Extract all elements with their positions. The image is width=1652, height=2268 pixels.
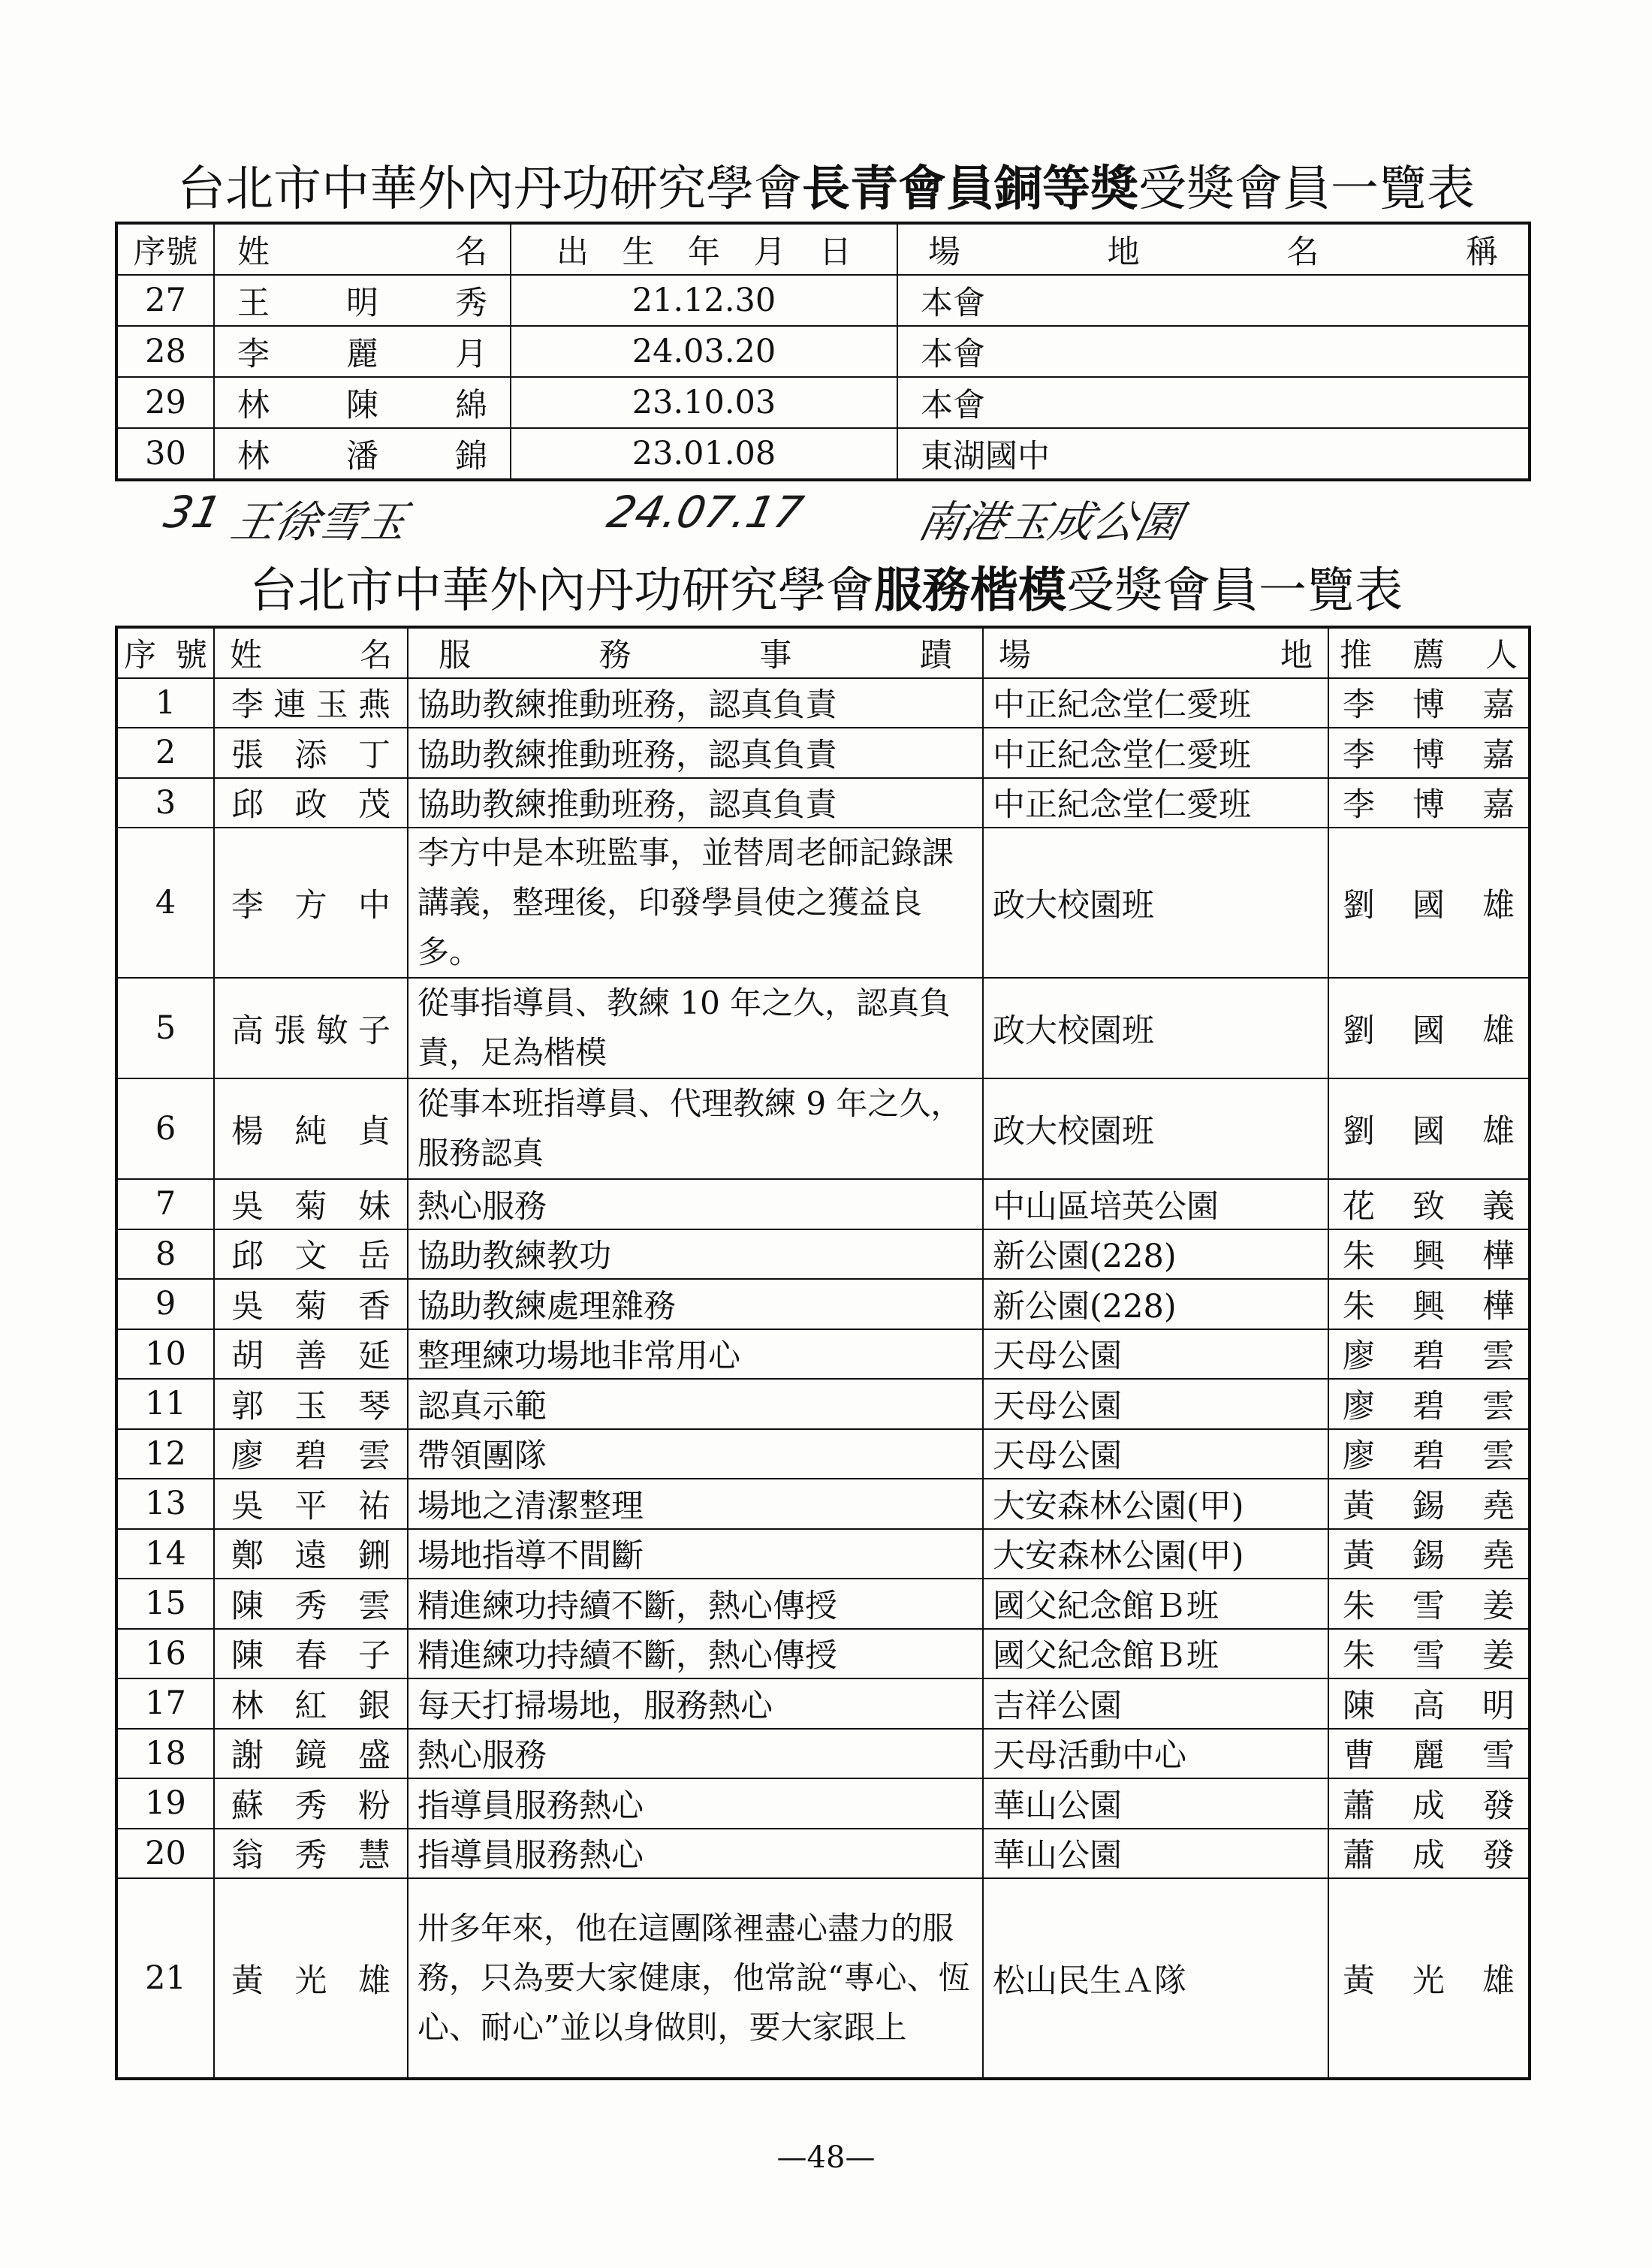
service-deed: 精進練功持續不斷，熱心傳授 [408, 1579, 983, 1629]
title-bold: 服務楷模 [874, 563, 1066, 619]
member-name: 邱政茂 [214, 778, 408, 828]
birth-date: 23.10.03 [511, 377, 897, 428]
table-header-row [116, 627, 1530, 678]
member-name: 翁秀慧 [214, 1829, 408, 1879]
venue-name: 政大校園班 [983, 978, 1328, 1078]
row-number: 9 [116, 1279, 214, 1329]
member-name: 李連玉燕 [214, 678, 408, 728]
table-row [116, 428, 1530, 480]
column-header: 姓名 [214, 627, 408, 678]
member-name: 蘇秀粉 [214, 1778, 408, 1829]
row-number: 27 [116, 275, 214, 326]
row-number: 12 [116, 1429, 214, 1479]
table-row [116, 1229, 1530, 1280]
birth-date: 23.01.08 [511, 428, 897, 480]
member-name: 郭玉琴 [214, 1379, 408, 1429]
service-deed: 精進練功持續不斷，熱心傳授 [408, 1629, 983, 1679]
bronze-award-table-body [116, 223, 1530, 480]
service-deed: 李方中是本班監事，並替周老師記錄課講義，整理後，印發學員使之獲益良多。 [408, 828, 983, 978]
member-name: 陳春子 [214, 1629, 408, 1679]
venue-name: 吉祥公園 [983, 1678, 1328, 1729]
venue-name: 新公園(228) [983, 1279, 1328, 1329]
member-name: 廖碧雲 [214, 1429, 408, 1479]
member-name: 陳秀雲 [214, 1579, 408, 1629]
member-name: 楊純貞 [214, 1078, 408, 1179]
venue-name: 國父紀念館Ｂ班 [983, 1579, 1328, 1629]
member-name: 高張敏子 [214, 978, 408, 1078]
table-row [116, 1429, 1530, 1479]
referrer-name: 朱雪姜 [1328, 1579, 1530, 1629]
table-row [116, 1078, 1530, 1179]
title-suffix: 受獎會員一覽表 [1138, 161, 1475, 217]
service-deed: 場地之清潔整理 [408, 1479, 983, 1529]
table-header-row [116, 223, 1530, 275]
venue-name: 政大校園班 [983, 1078, 1328, 1179]
table-row [116, 1829, 1530, 1879]
service-deed: 每天打掃場地，服務熱心 [408, 1678, 983, 1729]
service-deed: 協助教練推動班務，認真負責 [408, 728, 983, 778]
venue-name: 松山民生Ａ隊 [983, 1878, 1328, 2079]
referrer-name: 朱興樺 [1328, 1279, 1530, 1329]
title-prefix: 台北市中華外內丹功研究學會 [177, 161, 802, 217]
referrer-name: 李博嘉 [1328, 778, 1530, 828]
referrer-name: 曹麗雪 [1328, 1729, 1530, 1779]
venue-name: 天母公園 [983, 1429, 1328, 1479]
service-deed: 帶領團隊 [408, 1429, 983, 1479]
service-model-table [115, 626, 1531, 2080]
column-header: 序號 [116, 627, 214, 678]
venue-name: 華山公園 [983, 1829, 1328, 1879]
row-number: 28 [116, 326, 214, 377]
service-deed: 從事指導員、教練 10 年之久，認真負責，足為楷模 [408, 978, 983, 1078]
table-row [116, 828, 1530, 978]
handwritten-date: 24.07.17 [602, 487, 808, 538]
row-number: 1 [116, 678, 214, 728]
table-row [116, 678, 1530, 728]
row-number: 16 [116, 1629, 214, 1679]
row-number: 30 [116, 428, 214, 480]
referrer-name: 廖碧雲 [1328, 1429, 1530, 1479]
referrer-name: 廖碧雲 [1328, 1379, 1530, 1429]
referrer-name: 李博嘉 [1328, 728, 1530, 778]
title-suffix: 受獎會員一覽表 [1066, 563, 1403, 619]
row-number: 5 [116, 978, 214, 1078]
column-header: 序號 [116, 223, 214, 275]
row-number: 10 [116, 1329, 214, 1380]
table-row [116, 1379, 1530, 1429]
venue-name: 天母活動中心 [983, 1729, 1328, 1779]
member-name: 吳菊香 [214, 1279, 408, 1329]
table-row [116, 275, 1530, 326]
row-number: 3 [116, 778, 214, 828]
member-name: 王明秀 [214, 275, 511, 326]
referrer-name: 劉國雄 [1328, 828, 1530, 978]
row-number: 2 [116, 728, 214, 778]
service-deed: 指導員服務熱心 [408, 1829, 983, 1879]
table-row [116, 728, 1530, 778]
service-deed: 整理練功場地非常用心 [408, 1329, 983, 1380]
venue-name: 本會 [897, 275, 1530, 326]
member-name: 胡善延 [214, 1329, 408, 1380]
row-number: 29 [116, 377, 214, 428]
handwritten-name: 王徐雪玉 [226, 496, 412, 547]
referrer-name: 朱興樺 [1328, 1229, 1530, 1280]
service-model-table-body [116, 627, 1530, 2079]
table-row [116, 1479, 1530, 1529]
row-number: 8 [116, 1229, 214, 1280]
row-number: 6 [116, 1078, 214, 1179]
service-deed: 指導員服務熱心 [408, 1778, 983, 1829]
referrer-name: 劉國雄 [1328, 1078, 1530, 1179]
member-name: 李方中 [214, 828, 408, 978]
venue-name: 東湖國中 [897, 428, 1530, 480]
row-number: 18 [116, 1729, 214, 1779]
member-name: 謝鏡盛 [214, 1729, 408, 1779]
service-deed: 協助教練推動班務，認真負責 [408, 678, 983, 728]
table-row [116, 1629, 1530, 1679]
row-number: 21 [116, 1878, 214, 2079]
service-deed: 協助教練推動班務，認真負責 [408, 778, 983, 828]
venue-name: 中正紀念堂仁愛班 [983, 728, 1328, 778]
venue-name: 天母公園 [983, 1329, 1328, 1380]
table-row [116, 1279, 1530, 1329]
handwritten-venue: 南港玉成公園 [913, 496, 1186, 547]
referrer-name: 李博嘉 [1328, 678, 1530, 728]
page-number: —48— [776, 2140, 876, 2175]
handwritten-number: 31 [159, 487, 227, 538]
table-row [116, 1329, 1530, 1380]
member-name: 李麗月 [214, 326, 511, 377]
member-name: 黃光雄 [214, 1878, 408, 2079]
title-prefix: 台北市中華外內丹功研究學會 [249, 563, 874, 619]
row-number: 14 [116, 1529, 214, 1579]
table-row [116, 1678, 1530, 1729]
member-name: 林潘錦 [214, 428, 511, 480]
table-row [116, 377, 1530, 428]
bronze-award-table [115, 222, 1531, 481]
venue-name: 中正紀念堂仁愛班 [983, 678, 1328, 728]
service-deed: 卅多年來，他在這團隊裡盡心盡力的服務，只為要大家健康，他常說“專心、恆心、耐心”並以身做則，要大家跟上 [408, 1878, 983, 2079]
column-header: 場地 [983, 627, 1328, 678]
column-header: 出生年月日 [511, 223, 897, 275]
venue-name: 新公園(228) [983, 1229, 1328, 1280]
service-deed: 從事本班指導員、代理教練 9 年之久，服務認真 [408, 1078, 983, 1179]
row-number: 4 [116, 828, 214, 978]
referrer-name: 陳高明 [1328, 1678, 1530, 1729]
venue-name: 中山區培英公園 [983, 1179, 1328, 1229]
service-deed: 協助教練處理雜務 [408, 1279, 983, 1329]
member-name: 邱文岳 [214, 1229, 408, 1280]
table-row [116, 978, 1530, 1078]
referrer-name: 黃光雄 [1328, 1878, 1530, 2079]
column-header: 場地名稱 [897, 223, 1530, 275]
row-number: 7 [116, 1179, 214, 1229]
table-row [116, 778, 1530, 828]
row-number: 13 [116, 1479, 214, 1529]
column-header: 服務事蹟 [408, 627, 983, 678]
venue-name: 大安森林公園(甲) [983, 1529, 1328, 1579]
venue-name: 天母公園 [983, 1379, 1328, 1429]
service-deed: 認真示範 [408, 1379, 983, 1429]
member-name: 鄭遠鉶 [214, 1529, 408, 1579]
table-row [116, 1529, 1530, 1579]
column-header: 姓名 [214, 223, 511, 275]
member-name: 林陳綿 [214, 377, 511, 428]
service-deed: 熱心服務 [408, 1729, 983, 1779]
venue-name: 中正紀念堂仁愛班 [983, 778, 1328, 828]
member-name: 吳菊妹 [214, 1179, 408, 1229]
table-row [116, 1179, 1530, 1229]
table2-title [0, 552, 1652, 621]
referrer-name: 黃錫堯 [1328, 1529, 1530, 1579]
referrer-name: 朱雪姜 [1328, 1629, 1530, 1679]
venue-name: 本會 [897, 326, 1530, 377]
referrer-name: 花致義 [1328, 1179, 1530, 1229]
service-deed: 協助教練教功 [408, 1229, 983, 1280]
table-row [116, 1878, 1530, 2079]
row-number: 20 [116, 1829, 214, 1879]
venue-name: 政大校園班 [983, 828, 1328, 978]
referrer-name: 蕭成發 [1328, 1778, 1530, 1829]
referrer-name: 黃錫堯 [1328, 1479, 1530, 1529]
column-header: 推薦人 [1328, 627, 1530, 678]
table-row [116, 326, 1530, 377]
referrer-name: 廖碧雲 [1328, 1329, 1530, 1380]
service-deed: 熱心服務 [408, 1179, 983, 1229]
table-row [116, 1729, 1530, 1779]
birth-date: 21.12.30 [511, 275, 897, 326]
service-deed: 場地指導不間斷 [408, 1529, 983, 1579]
row-number: 17 [116, 1678, 214, 1729]
referrer-name: 蕭成發 [1328, 1829, 1530, 1879]
title-bold: 長青會員銅等獎 [802, 161, 1138, 217]
row-number: 11 [116, 1379, 214, 1429]
row-number: 15 [116, 1579, 214, 1629]
member-name: 吳平祐 [214, 1479, 408, 1529]
member-name: 張添丁 [214, 728, 408, 778]
venue-name: 國父紀念館Ｂ班 [983, 1629, 1328, 1679]
referrer-name: 劉國雄 [1328, 978, 1530, 1078]
venue-name: 華山公園 [983, 1778, 1328, 1829]
birth-date: 24.03.20 [511, 326, 897, 377]
row-number: 19 [116, 1778, 214, 1829]
venue-name: 大安森林公園(甲) [983, 1479, 1328, 1529]
table-row [116, 1579, 1530, 1629]
member-name: 林紅銀 [214, 1678, 408, 1729]
table-row [116, 1778, 1530, 1829]
table1-title [0, 150, 1652, 219]
venue-name: 本會 [897, 377, 1530, 428]
